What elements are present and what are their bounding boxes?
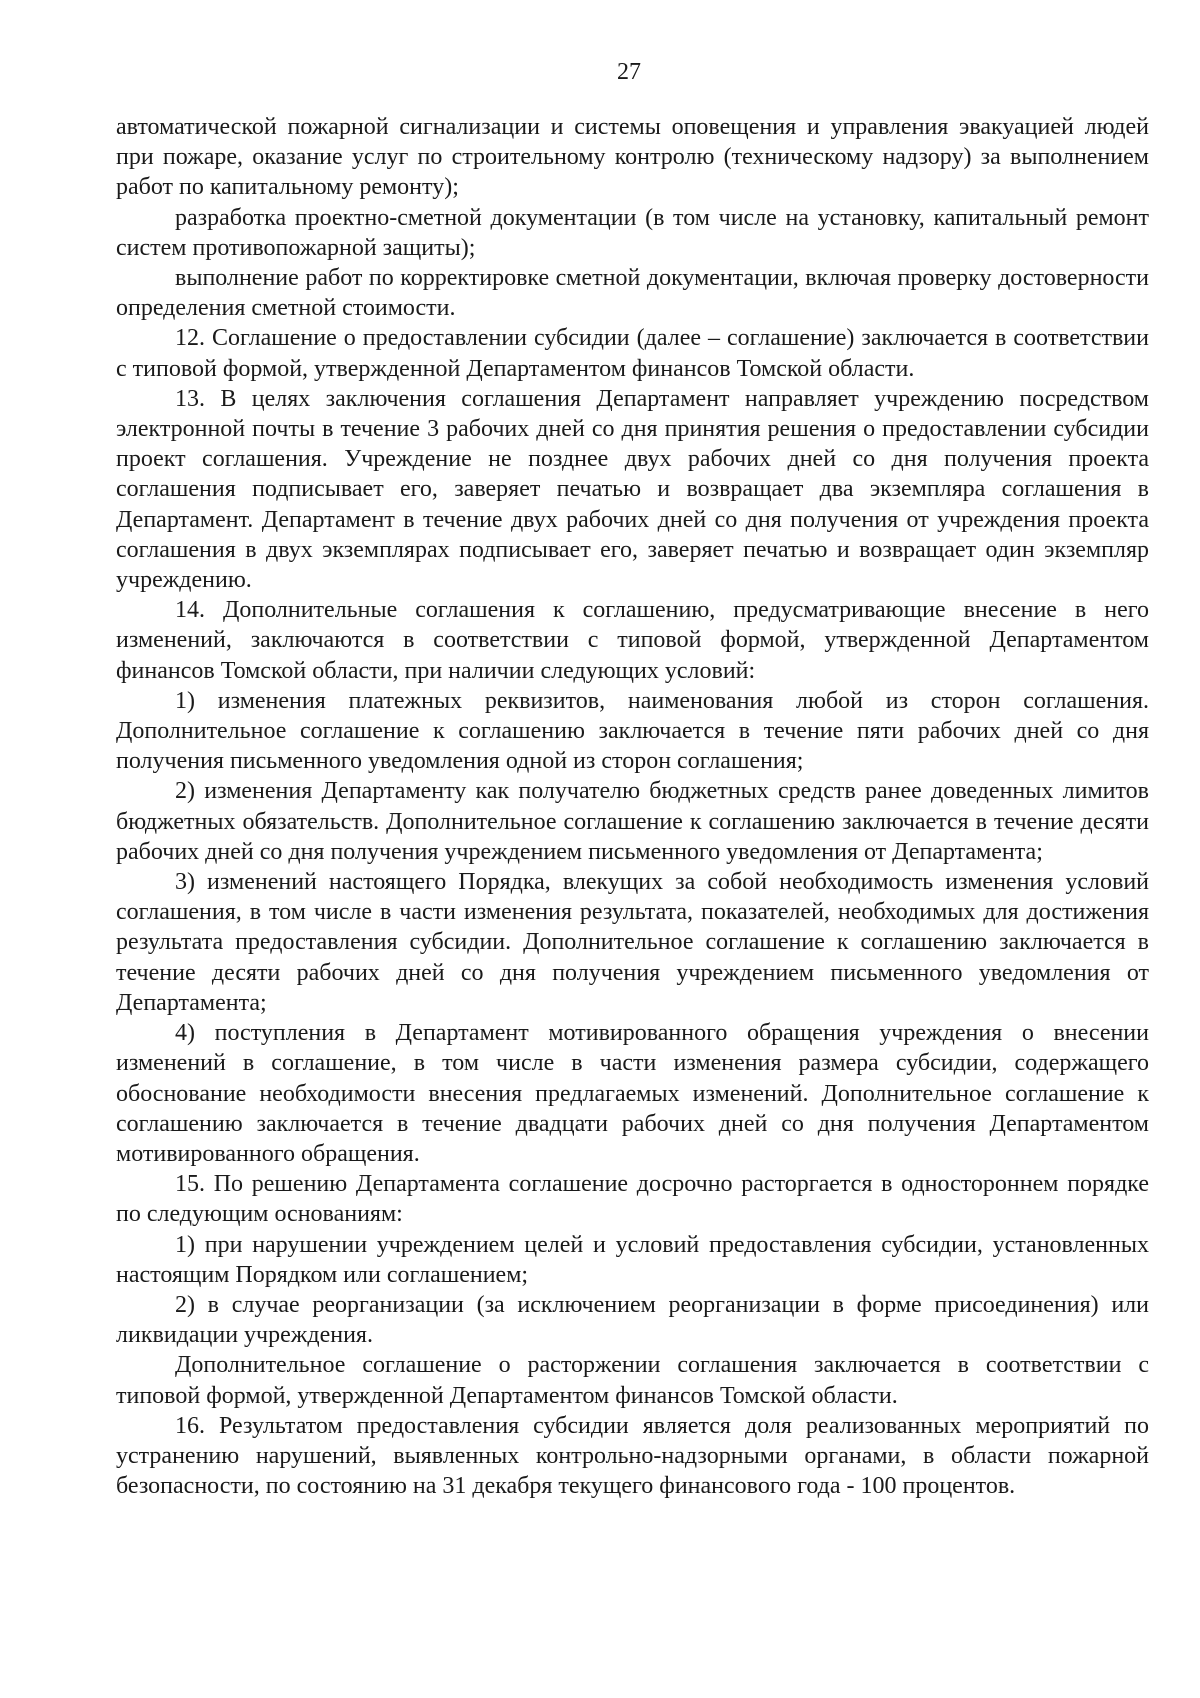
paragraph-termination-agreement: Дополнительное соглашение о расторжении соглашения заключается в соответствии с типовой формой, утвержденной Департаментом финансов Томской области. bbox=[116, 1352, 1149, 1409]
paragraph-13: 13. В целях заключения соглашения Департамент направляет учреждению посредством электронной почты в течение 3 рабочих дней со дня принятия решения о предоставлении субсидии проект соглашения. Учреждение не позднее двух рабочих дней со дня получения проекта соглашения подписывает его, заверяет печатью и возвращает два экземпляра соглашения в Департамент. Департамент в течение двух рабочих дней со дня получения от учреждения проекта соглашения в двух экземплярах подписывает его, заверяет печатью и возвращает один экземпляр учреждению. bbox=[116, 385, 1149, 594]
paragraph-14-item-2: 2) изменения Департаменту как получателю бюджетных средств ранее доведенных лимитов бюджетных обязательств. Дополнительное соглашение к соглашению заключается в течение десяти рабочих дней со дня получения учреждением письменного уведомления от Департамента; bbox=[116, 778, 1149, 865]
paragraph-continuation: автоматической пожарной сигнализации и системы оповещения и управления эвакуацией людей при пожаре, оказание услуг по строительному контролю (техническому надзору) за выполнением работ по капитальному ремонту); bbox=[116, 114, 1149, 201]
paragraph-14-item-4: 4) поступления в Департамент мотивированного обращения учреждения о внесении изменений в соглашение, в том числе в части изменения размера субсидии, содержащего обоснование необходимости внесения предлагаемых изменений. Дополнительное соглашение к соглашению заключается в течение двадцати рабочих дней со дня получения Департаментом мотивированного обращения. bbox=[116, 1020, 1149, 1167]
document-body bbox=[116, 112, 1149, 1501]
paragraph-14: 14. Дополнительные соглашения к соглашению, предусматривающие внесение в него изменений, заключаются в соответствии с типовой формой, утвержденной Департаментом финансов Томской области, при наличии следующих условий: bbox=[116, 597, 1149, 684]
paragraph-estimate-correction: выполнение работ по корректировке сметной документации, включая проверку достоверности определения сметной стоимости. bbox=[116, 265, 1149, 322]
paragraph-15: 15. По решению Департамента соглашение досрочно расторгается в одностороннем порядке по следующим основаниям: bbox=[116, 1171, 1149, 1228]
paragraph-15-item-2: 2) в случае реорганизации (за исключением реорганизации в форме присоединения) или ликвидации учреждения. bbox=[116, 1291, 1149, 1349]
paragraph-14-item-3: 3) изменений настоящего Порядка, влекущих за собой необходимость изменения условий соглашения, в том числе в части изменения результата, показателей, необходимых для достижения результата предоставления субсидии. Дополнительное соглашение к соглашению заключается в течение десяти рабочих дней со дня получения учреждением письменного уведомления от Департамента; bbox=[116, 869, 1149, 1016]
paragraph-12: 12. Соглашение о предоставлении субсидии (далее – соглашение) заключается в соответствии с типовой формой, утвержденной Департаментом финансов Томской области. bbox=[116, 325, 1149, 382]
page-number: 27 bbox=[617, 59, 641, 85]
paragraph-design-documentation: разработка проектно-сметной документации (в том числе на установку, капитальный ремонт систем противопожарной защиты); bbox=[116, 204, 1149, 261]
paragraph-15-item-1: 1) при нарушении учреждением целей и условий предоставления субсидии, установленных настоящим Порядком или соглашением; bbox=[116, 1231, 1149, 1288]
paragraph-14-item-1: 1) изменения платежных реквизитов, наименования любой из сторон соглашения. Дополнительное соглашение к соглашению заключается в течение пяти рабочих дней со дня получения письменного уведомления одной из сторон соглашения; bbox=[116, 687, 1149, 775]
paragraph-16: 16. Результатом предоставления субсидии является доля реализованных мероприятий по устранению нарушений, выявленных контрольно-надзорными органами, в области пожарной безопасности, по состоянию на 31 декабря текущего финансового года - 100 процентов. bbox=[116, 1412, 1149, 1500]
